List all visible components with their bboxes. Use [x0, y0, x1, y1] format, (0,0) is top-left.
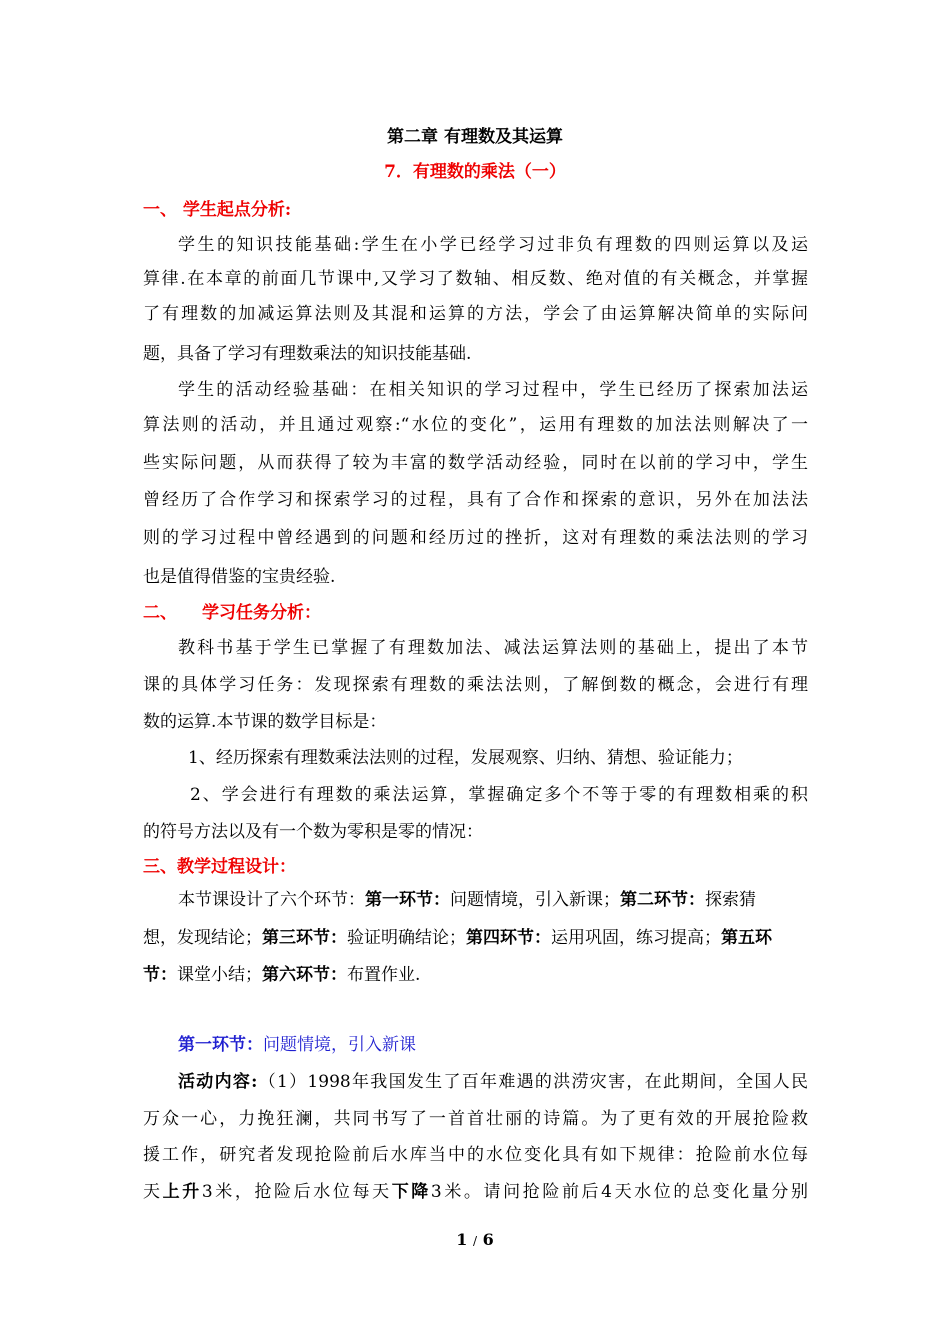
- stage6-label: 第六环节：: [262, 965, 347, 985]
- section1-p2-line5: 则的学习过程中曾经遇到的问题和经历过的挫折，这对有理数的乘法法则的学习: [143, 528, 808, 548]
- page-current: 1: [456, 1230, 468, 1249]
- stage1-line4: [143, 1180, 808, 1204]
- section1-p1-line4: 题，具备了学习有理数乘法的知识技能基础.: [143, 344, 472, 364]
- page-total: 6: [482, 1230, 494, 1249]
- stage5-label-cont: 节：: [143, 965, 177, 985]
- stage1-heading: [178, 1033, 808, 1057]
- section1-p2-line2: 算法则的活动，并且通过观察:“水位的变化”，运用有理数的加法法则解决了一: [143, 415, 808, 435]
- section3-line1: [178, 888, 808, 912]
- stage1-heading-label: 第一环节：: [178, 1035, 263, 1055]
- stage1-line1: [178, 1070, 808, 1094]
- section3-line2: [143, 926, 808, 950]
- stage3-text: 验证明确结论；: [347, 928, 466, 948]
- section1-p2-line6: 也是值得借鉴的宝贵经验.: [143, 567, 336, 587]
- section1-heading: 一、 学生起点分析:: [143, 200, 292, 220]
- page-number: [0, 1230, 950, 1249]
- page-separator: /: [472, 1234, 478, 1248]
- section3-line3: [143, 963, 808, 987]
- rise-word: 上升: [162, 1182, 202, 1202]
- section1-p1-line1: 学生的知识技能基础:学生在小学已经学习过非负有理数的四则运算以及运: [178, 235, 808, 255]
- section2-heading-text: 学习任务分析：: [202, 603, 321, 623]
- activity-label: 活动内容:: [178, 1072, 258, 1092]
- section1-p1-line2: 算律.在本章的前面几节课中,又学习了数轴、相反数、绝对值的有关概念，并掌握: [143, 269, 808, 289]
- stage1-line4-b: 3米，抢险后水位每天: [201, 1182, 392, 1202]
- stage5-label: 第五环: [721, 928, 772, 948]
- section1-p1-line3: 了有理数的加减运算法则及其混和运算的方法，学会了由运算解决简单的实际问: [143, 304, 808, 324]
- stage2-text: 探索猜: [705, 890, 756, 910]
- section3-intro: 本节课设计了六个环节：: [178, 890, 365, 910]
- stage6-text: 布置作业.: [347, 965, 421, 985]
- section1-p2-line4: 曾经历了合作学习和探索学习的过程，具有了合作和探索的意识，另外在加法法: [143, 490, 808, 510]
- section3-heading: 三、教学过程设计：: [143, 857, 296, 877]
- section2-p1-line2: 课的具体学习任务：发现探索有理数的乘法法则，了解倒数的概念，会进行有理: [143, 675, 808, 695]
- stage2-label: 第二环节：: [620, 890, 705, 910]
- section2-goal2-line2: 的符号方法以及有一个数为零积是零的情况：: [143, 822, 483, 842]
- section1-p2-line3: 些实际问题，从而获得了较为丰富的数学活动经验，同时在以前的学习中，学生: [143, 453, 808, 473]
- stage3-label: 第三环节：: [262, 928, 347, 948]
- section1-p2-line1: 学生的活动经验基础：在相关知识的学习过程中，学生已经历了探索加法运: [178, 380, 808, 400]
- stage1-line3: 援工作，研究者发现抢险前后水库当中的水位变化具有如下规律：抢险前水位每: [143, 1145, 808, 1165]
- stage1-line4-c: 3米。请问抢险前后4天水位的总变化量分别: [430, 1182, 809, 1202]
- stage1-line4-a: 天: [143, 1182, 163, 1202]
- stage1-text: 问题情境，引入新课；: [450, 890, 620, 910]
- section2-p1-line3: 数的运算.本节课的数学目标是：: [143, 712, 387, 732]
- stage1-heading-title: 问题情境，引入新课: [263, 1035, 416, 1055]
- stage2-text-cont: 想，发现结论；: [143, 928, 262, 948]
- stage1-label: 第一环节：: [365, 890, 450, 910]
- fall-word: 下降: [391, 1182, 431, 1202]
- section2-heading-number: 二、: [143, 603, 177, 623]
- stage4-label: 第四环节：: [466, 928, 551, 948]
- stage4-text: 运用巩固，练习提高；: [551, 928, 721, 948]
- section2-goal1: 1、经历探索有理数乘法法则的过程，发展观察、归纳、猜想、验证能力；: [188, 748, 743, 768]
- section2-goal2-line1: 2、学会进行有理数的乘法运算，掌握确定多个不等于零的有理数相乘的积: [190, 785, 808, 805]
- stage1-line2: 万众一心，力挽狂澜，共同书写了一首首壮丽的诗篇。为了更有效的开展抢险救: [143, 1109, 808, 1129]
- stage5-text: 课堂小结；: [177, 965, 262, 985]
- lesson-title: 7．有理数的乘法（一）: [384, 162, 566, 182]
- activity-text: （1）1998年我国发生了百年难遇的洪涝灾害，在此期间，全国人民: [257, 1072, 808, 1092]
- section2-p1-line1: 教科书基于学生已掌握了有理数加法、减法运算法则的基础上，提出了本节: [178, 638, 808, 658]
- chapter-title: 第二章 有理数及其运算: [387, 127, 563, 147]
